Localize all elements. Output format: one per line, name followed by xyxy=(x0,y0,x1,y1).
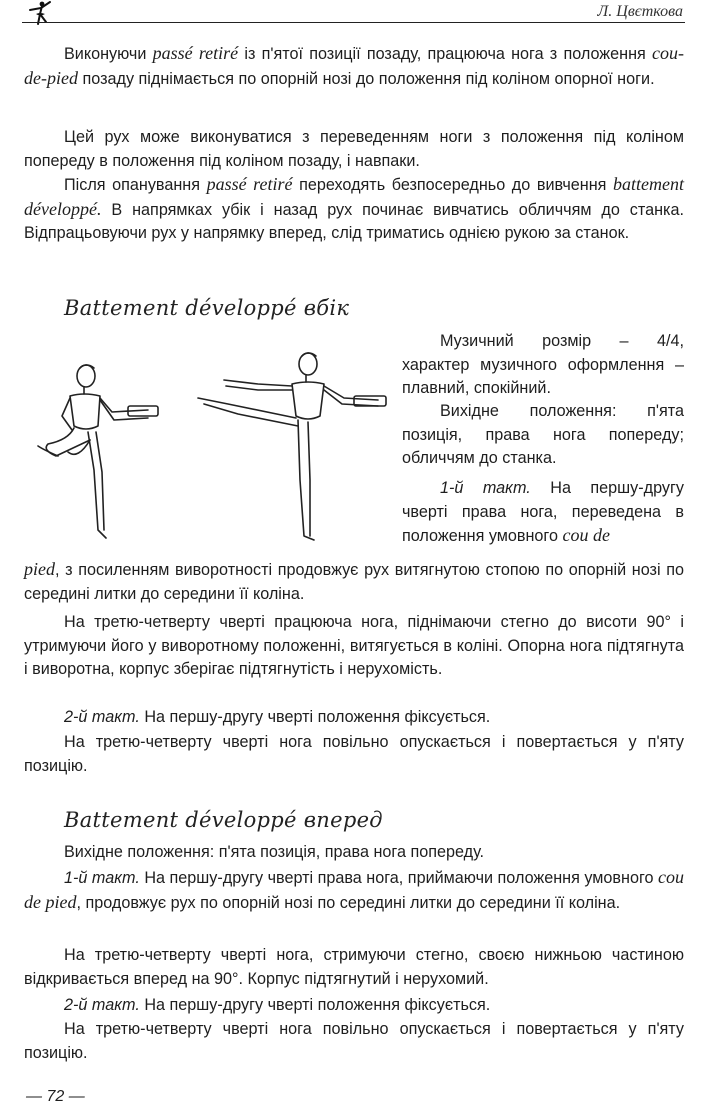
text-run: переходять безпосередньо до вивчення xyxy=(292,176,614,194)
section-heading-side: Battement développé вбік xyxy=(64,296,350,320)
text-run: На першу-другу чверті права нога, приймаючи положення умовного xyxy=(139,869,659,887)
text-run: Виконуючи xyxy=(64,45,153,63)
bar-label: 2-й такт. xyxy=(64,996,140,1014)
text-run: На першу-другу чверті права нога, переведена в положення умовного xyxy=(402,479,685,545)
text-run: , з посиленням виворотності продовжує рух витягнутою стопою по опорній нозі по середині литки до середини її коліна. xyxy=(24,561,684,603)
forward-first-bar xyxy=(24,866,684,915)
intro-paragraph-1 xyxy=(24,42,684,91)
starting-position-paragraph: Вихідне положення: п'ята позиція, права нога попереду; обличчям до станка. xyxy=(402,402,684,467)
forward-second-bar xyxy=(24,994,684,1018)
text-run: із п'ятої позиції позаду, працююча нога з положення xyxy=(238,45,652,63)
bar-label: 1-й такт. xyxy=(440,479,531,497)
bar-label: 1-й такт. xyxy=(64,869,140,887)
italic-term: cou de pied xyxy=(24,867,685,912)
intro-paragraph-2: Цей рух може виконуватися з переведенням ноги з положення під коліном попереду в положення під коліном позаду, і навпаки. xyxy=(24,128,684,170)
forward-return-paragraph: На третю-четверту чверті нога повільно опускається і повертається у п'яту позицію. xyxy=(24,1020,684,1062)
dancer-passe-figure xyxy=(38,365,158,538)
text-run: Після опанування xyxy=(64,176,207,194)
italic-term: passé retiré xyxy=(206,174,293,194)
italic-term: battement développé. xyxy=(24,174,685,219)
section-heading-forward: Battement développé вперед xyxy=(64,808,383,832)
page-number: — 72 — xyxy=(26,1088,85,1105)
header-rule xyxy=(22,22,685,23)
text-run: позаду піднімається по опорній нозі до положення під коліном опорної ноги. xyxy=(77,69,655,88)
text-run: В напрямках убік і назад рух починає вивчатись обличчям до станка. Відпрацьовуючи рух у напрямку вперед, слід триматись однією рукою за станок. xyxy=(24,200,684,242)
italic-term: cou-de-pied xyxy=(24,43,684,88)
text-run: На першу-другу чверті положення фіксується. xyxy=(139,708,491,726)
page-header xyxy=(0,0,707,30)
dancer-developpe-figure xyxy=(198,353,386,540)
intro-paragraph-3 xyxy=(24,173,684,246)
italic-term: passé retiré xyxy=(152,43,239,63)
return-paragraph: На третю-четверту чверті нога повільно опускається і повертається у п'яту позицію. xyxy=(24,733,684,775)
forward-starting-position: Вихідне положення: п'ята позиція, права нога попереду. xyxy=(64,843,485,861)
text-run: На першу-другу чверті положення фіксується. xyxy=(139,996,491,1014)
running-head-author: Л. Цвєткова xyxy=(597,3,683,20)
text-run: , продовжує рух по опорній нозі по середині литки до середини її коліна. xyxy=(76,893,621,912)
dancers-illustration xyxy=(28,340,400,550)
first-bar-paragraph xyxy=(402,477,684,549)
italic-term: pied xyxy=(24,559,55,579)
first-bar-continuation xyxy=(24,558,684,606)
third-fourth-quarter-paragraph: На третю-четверту чверті працююча нога, піднімаючи стегно до висоти 90° і утримуючи його у виворотному положенні, витягується в коліні. Опорна нога підтягнута і виворотна, корпус зберігає підтягнутість і нерухомість. xyxy=(24,613,684,678)
forward-third-fourth-quarter: На третю-четверту чверті нога, стримуючи стегно, своєю нижньою частиною відкривається вперед на 90°. Корпус підтягнутий і нерухомий. xyxy=(24,946,684,988)
second-bar-paragraph xyxy=(24,706,684,730)
music-meter-paragraph: Музичний розмір – 4/4, характер музичного оформлення – плавний, спокійний. xyxy=(402,332,684,397)
italic-term: cou de xyxy=(562,525,610,545)
bar-label: 2-й такт. xyxy=(64,708,140,726)
